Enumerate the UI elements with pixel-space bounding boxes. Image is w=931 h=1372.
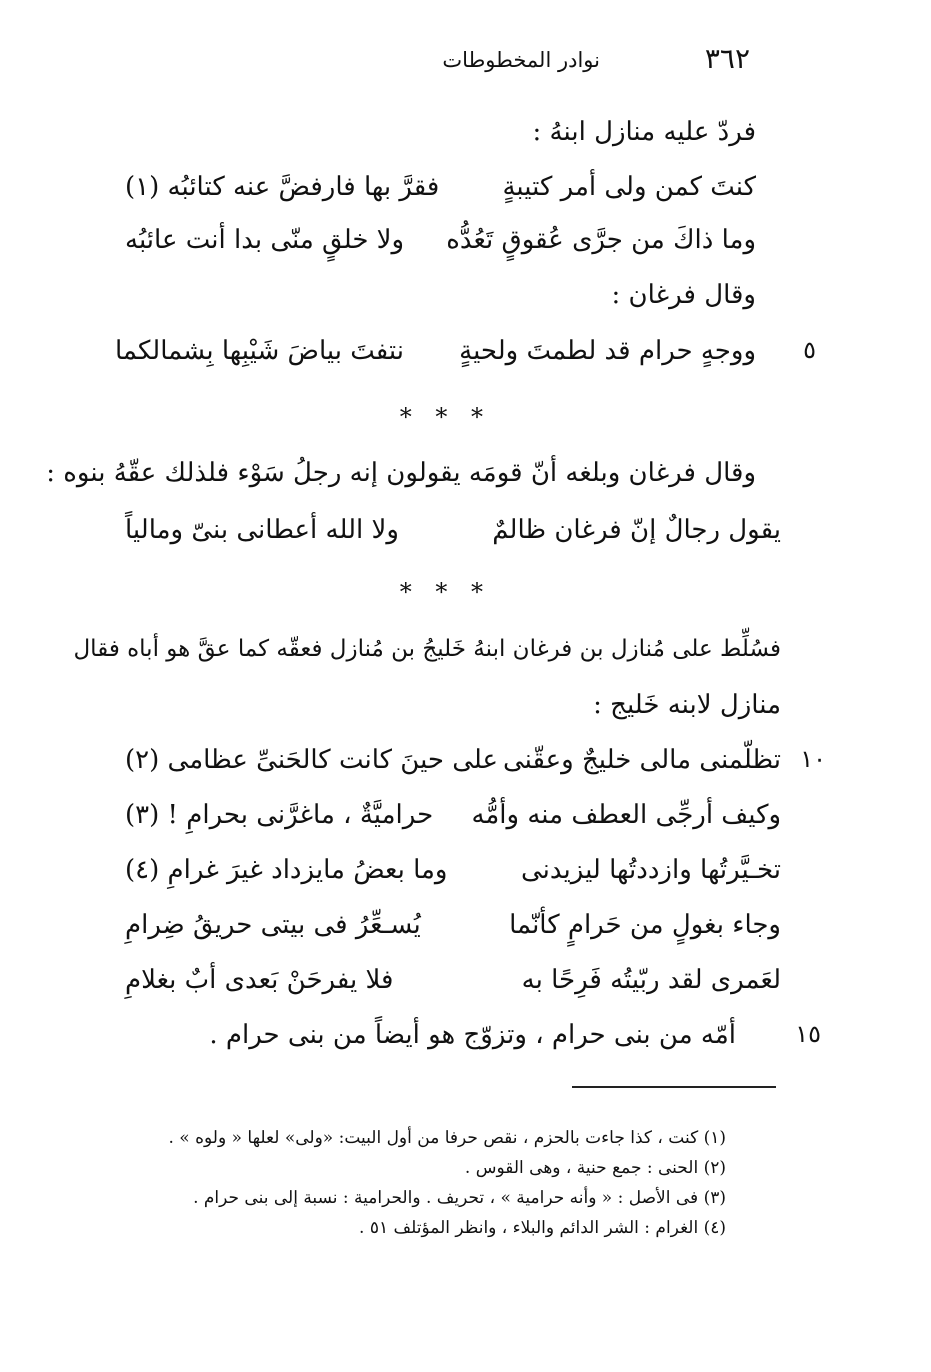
page-header <box>370 42 770 82</box>
footnote: (٤) الغرام : الشر الدائم والبلاء ، وانظر المؤتلف ٥١ . <box>359 1218 726 1238</box>
verse-second-hemistich: حراميَّةٌ ، ماغرَّنى بحرامِ ! (٣) <box>125 800 434 830</box>
line-number: ١٥ <box>795 1020 821 1048</box>
verse-second-hemistich: نتفتَ بياضَ شَيْبِها بِشمالكما <box>115 336 404 366</box>
verse-first-hemistich: كنتَ كمن ولى أمر كتيبةٍ <box>502 172 756 202</box>
verse-second-hemistich: على حينَ كانت كالحَنىِّ عظامى (٢) <box>125 745 499 775</box>
intro-line: منازل لابنه خَليج : <box>593 690 781 720</box>
verse-second-hemistich: فقرَّ بها فارفضَّ عنه كتائبُه (١) <box>125 172 440 202</box>
footnote: (٢) الحنى : جمع حنية ، وهى القوس . <box>464 1158 726 1178</box>
line-number: ٥ <box>803 336 816 364</box>
intro-line: فردّ عليه منازل ابنهُ : <box>532 117 756 147</box>
verse-first-hemistich: تظلّمنى مالى خليجٌ وعقّنى <box>502 745 781 775</box>
verse <box>125 172 756 212</box>
footnote-separator <box>572 1086 776 1088</box>
closing-line: أمّه من بنى حرام ، وتزوّج هو أيضاً من بنى حرام . <box>209 1020 736 1050</box>
footnote: (١) كنت ، كذا جاءت بالحزم ، نقص حرفا من أول البيت: «ولى» لعلها « ولوه » . <box>168 1128 726 1148</box>
footnote: (٣) فى الأصل : « وأنه حرامية » ، تحريف . والحرامية : نسبة إلى بنى حرام . <box>193 1188 726 1208</box>
verse-first-hemistich: وكيف أرجِّى العطف منه وأمُّه <box>471 800 781 830</box>
verse <box>125 965 781 1005</box>
verse-second-hemistich: ولا الله أعطانى بنىّ ومالياً <box>125 515 399 545</box>
verse-first-hemistich: تخـيَّرتُها وازددتُها ليزيدنى <box>520 855 781 885</box>
intro-line: وقال فرغان : <box>611 280 756 310</box>
section-separator: * * * <box>399 578 491 606</box>
verse <box>125 225 756 265</box>
verse-first-hemistich: ووجهٍ حرام قد لطمتَ ولحيةٍ <box>459 336 756 366</box>
verse-first-hemistich: يقول رجالٌ إنّ فرغان ظالمٌ <box>492 515 781 545</box>
verse <box>125 800 781 840</box>
verse-first-hemistich: لعَمرى لقد ربّيتُه فَرِحًا به <box>521 965 781 995</box>
verse <box>125 910 781 950</box>
verse-second-hemistich: وما بعضُ مايزداد غيرَ غرامِ (٤) <box>125 855 448 885</box>
verse <box>115 336 756 376</box>
intro-line: فسُلِّط على مُنازل بن فرغان ابنهُ خَليجُ بن مُنازل فعقّه كما عقَّ هو أباه فقال <box>73 636 781 662</box>
verse <box>125 745 781 785</box>
line-number: ١٠ <box>800 745 826 773</box>
running-title: نوادر المخطوطات <box>442 48 600 72</box>
verse <box>125 515 781 555</box>
verse-first-hemistich: وما ذاكَ من جرَّى عُقوقٍ تَعُدُّه <box>446 225 756 255</box>
verse <box>125 855 781 895</box>
verse-second-hemistich: فلا يفرحَنْ بَعدى أبٌ بغلامِ <box>125 965 394 995</box>
verse-second-hemistich: ولا خلقٍ منّى بدا أنت عائبُه <box>125 225 405 255</box>
verse-first-hemistich: وجاء بغولٍ من حَرامٍ كأنّما <box>509 910 781 940</box>
intro-line: وقال فرغان وبلغه أنّ قومَه يقولون إنه رجلُ سَوْء فلذلك عقّهُ بنوه : <box>46 458 756 488</box>
page-number: ٣٦٢ <box>704 42 750 75</box>
section-separator: * * * <box>399 403 491 431</box>
verse-second-hemistich: يُسـعِّرُ فى بيتى حريقُ ضِرامِ <box>125 910 421 940</box>
